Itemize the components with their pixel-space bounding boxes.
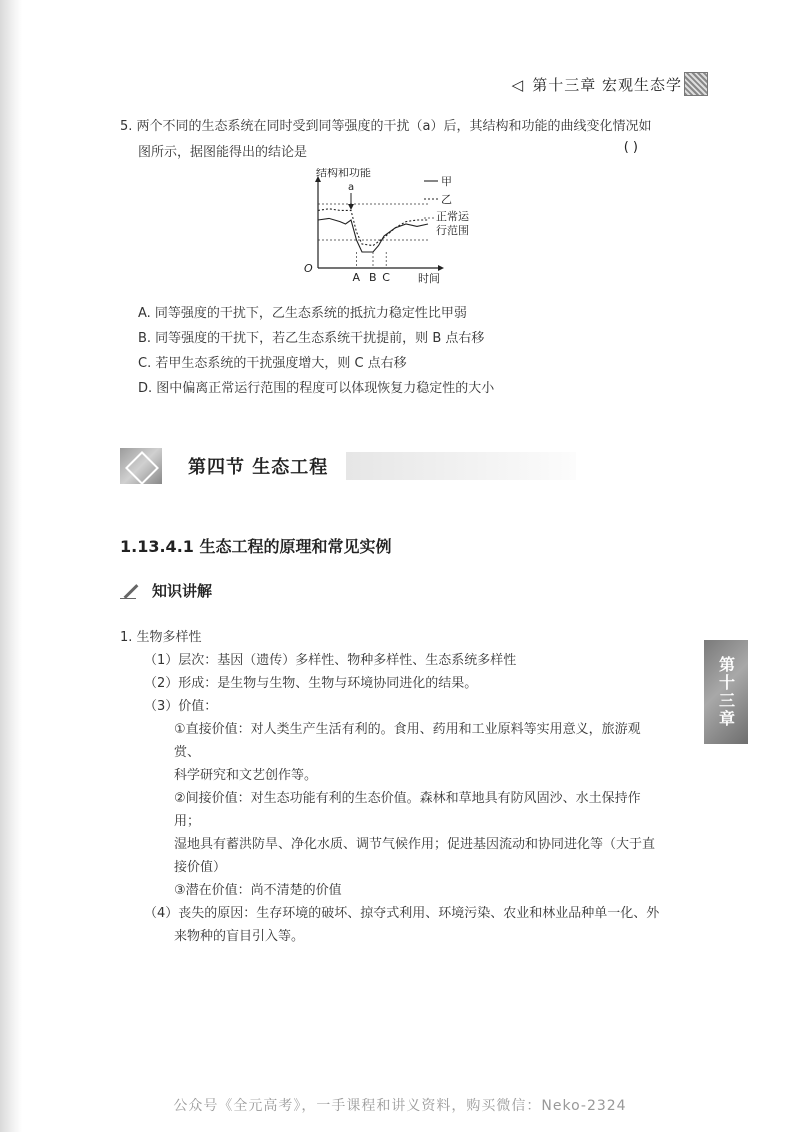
option-d: D. 图中偏离正常运行范围的程度可以体现恢复力稳定性的大小: [138, 381, 495, 396]
section-header: [120, 446, 620, 486]
x-tick-label-B: B: [369, 271, 377, 284]
section-badge-icon: [120, 448, 162, 484]
page-edge-shadow: [0, 0, 22, 1132]
answer-bracket: ( ): [623, 140, 638, 155]
knowledge-body: [120, 626, 660, 948]
disturbance-label: a: [348, 182, 355, 193]
body-line: ③潜在价值：尚不清楚的价值: [174, 883, 342, 898]
series-line-1: [318, 218, 428, 252]
body-line: ②间接价值：对生态功能有利的生态价值。森林和草地具有防风固沙、水土保持作用；: [174, 791, 641, 829]
structure-function-chart: [296, 168, 476, 290]
legend-label-1: 甲: [441, 175, 452, 188]
body-line: ①直接价值：对人类生产生活有利的。食用、药用和工业原料等实用意义，旅游观赏、: [174, 722, 641, 760]
disturbance-arrow-head: [348, 204, 354, 210]
header-arrow-icon: ◁: [511, 75, 525, 94]
question-line-2: 图所示，据图能得出的结论是: [138, 145, 308, 160]
body-line: （3）价值：: [144, 699, 218, 714]
body-line: （1）层次：基因（遗传）多样性、物种多样性、生态系统多样性: [144, 653, 517, 668]
question-stem: [120, 114, 660, 166]
option-c: C. 若甲生态系统的干扰强度增大，则 C 点右移: [138, 356, 407, 371]
question-line-1: 5. 两个不同的生态系统在同时受到同等强度的干扰（a）后，其结构和功能的曲线变化情况如: [120, 119, 652, 134]
knowledge-title: 知识讲解: [152, 582, 213, 600]
body-line: 科学研究和文艺创作等。: [174, 768, 318, 783]
origin-label: O: [304, 262, 313, 275]
footer-watermark: 公众号《全元高考》，一手课程和讲义资料，购买微信：Neko-2324: [173, 1098, 627, 1114]
y-axis-label: 结构和功能: [316, 168, 371, 179]
chapter-header: [512, 74, 682, 95]
section-decoration-bar: [346, 452, 576, 480]
body-line: 接价值）: [174, 860, 227, 875]
subsection-title: 1.13.4.1 生态工程的原理和常见实例: [120, 537, 392, 556]
chart-figure: [296, 168, 476, 294]
x-tick-label-C: C: [382, 271, 390, 284]
option-b: B. 同等强度的干扰下，若乙生态系统干扰提前，则 B 点右移: [138, 331, 485, 346]
knowledge-heading: [120, 580, 212, 601]
pencil-icon: [120, 582, 138, 600]
chapter-logo-icon: [684, 72, 708, 96]
side-tab-label: 第十三章: [716, 656, 736, 728]
legend-label-2: 乙: [441, 193, 452, 206]
body-line: （4）丧失的原因：生存环境的破坏、掠夺式利用、环境污染、农业和林业品种单一化、外: [144, 906, 660, 921]
body-heading: 1. 生物多样性: [120, 630, 202, 645]
body-line: 来物种的盲目引入等。: [174, 929, 305, 944]
legend-label-3: 正常运: [436, 210, 469, 223]
x-tick-label-A: A: [352, 271, 361, 284]
x-axis-label: 时间: [418, 272, 440, 285]
x-axis-arrow: [438, 265, 444, 271]
option-a: A. 同等强度的干扰下，乙生态系统的抵抗力稳定性比甲弱: [138, 306, 467, 321]
legend-label-4: 行范围: [436, 224, 469, 237]
section-title: 第四节 生态工程: [188, 457, 329, 478]
chapter-title: 第十三章 宏观生态学: [532, 76, 682, 94]
chapter-side-tab: [704, 640, 748, 744]
body-line: （2）形成：是生物与生物、生物与环境协同进化的结果。: [144, 676, 478, 691]
answer-options: [138, 302, 494, 402]
body-line: 湿地具有蓄洪防旱、净化水质、调节气候作用；促进基因流动和协同进化等（大于直: [174, 837, 656, 852]
